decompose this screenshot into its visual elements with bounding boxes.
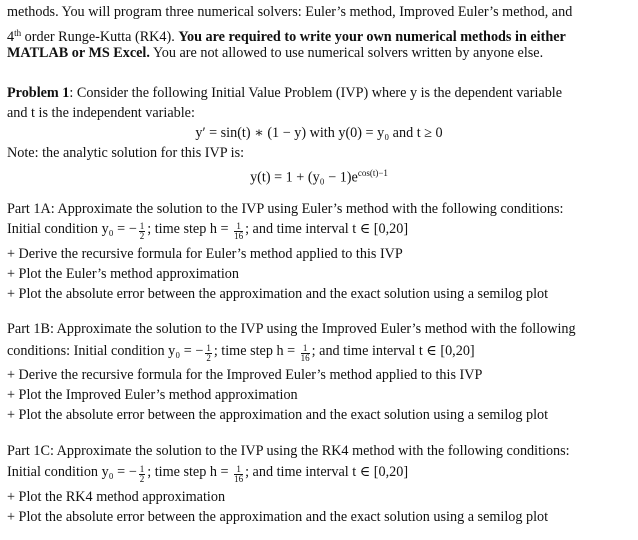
frac-denominator: 2: [139, 474, 145, 484]
part-1a-conditions: [7, 220, 408, 241]
part-1c-heading: Part 1C: Approximate the solution to the IVP using the RK4 method with the following conditions:: [7, 443, 570, 459]
ivp-equation: y′ = sin(t) ∗ (1 − y) with y(0) = y₀ and t ≥ 0: [195, 125, 443, 141]
solution-exponent: cos(t)−1: [357, 168, 388, 178]
frac-denominator: 2: [139, 231, 145, 241]
problem-1-text: : Consider the following Initial Value Problem (IVP) where y is the dependent variable: [69, 85, 563, 101]
part-1c-y0-fraction: [139, 465, 146, 484]
part-1b-y0-fraction: [205, 344, 212, 363]
intro-tools-bold: MATLAB or MS Excel.: [7, 45, 150, 61]
frac-numerator: 1: [234, 222, 243, 232]
part-1a-h-fraction: [234, 222, 243, 241]
intro-requirement-bold: You are required to write your own numerical methods in either: [178, 29, 566, 45]
part-1a-cond-b: ; time step h =: [147, 221, 233, 237]
part-1c-conditions: [7, 463, 408, 484]
frac-denominator: 2: [206, 353, 211, 363]
part-1b-conditions: [7, 342, 475, 363]
part-1b-bullet-2: + Plot the Improved Euler’s method approximation: [7, 387, 298, 403]
part-1c-cond-b: ; time step h =: [147, 464, 233, 480]
intro-line-1: methods. You will program three numerical solvers: Euler’s method, Improved Euler’s method, and: [7, 4, 573, 20]
problem-1-line-1: [7, 84, 562, 102]
part-1b-heading: Part 1B: Approximate the solution to the IVP using the Improved Euler’s method with the following: [7, 321, 576, 337]
part-1b-cond-b: ; time step h =: [213, 343, 299, 359]
part-1a-bullet-1: + Derive the recursive formula for Euler’s method applied to this IVP: [7, 246, 403, 262]
frac-numerator: 1: [301, 344, 310, 354]
part-1a-cond-a: Initial condition y₀ = −: [7, 221, 137, 237]
part-1a-bullet-3: + Plot the absolute error between the approximation and the exact solution using a semilog plot: [7, 286, 549, 302]
solution-base: y(t) = 1 + (y₀ − 1)e: [250, 169, 358, 186]
part-1a-heading: Part 1A: Approximate the solution to the IVP using Euler’s method with the following conditions:: [7, 201, 564, 217]
part-1a-y0-fraction: [139, 222, 146, 241]
part-1c-cond-c: ; and time interval t ∈ [0,20]: [245, 464, 409, 480]
part-1b-bullet-1: + Derive the recursive formula for the Improved Euler’s method applied to this IVP: [7, 367, 483, 383]
part-1c-bullet-2: + Plot the absolute error between the approximation and the exact solution using a semilog plot: [7, 509, 549, 525]
frac-numerator: 1: [234, 465, 243, 475]
part-1b-cond-a: conditions: Initial condition y₀ = −: [7, 343, 204, 359]
intro-line-2-number: 4: [7, 29, 15, 45]
part-1b-h-fraction: [301, 344, 310, 363]
part-1c-bullet-1: + Plot the RK4 method approximation: [7, 489, 226, 505]
problem-1-line-2: and t is the independent variable:: [7, 105, 195, 121]
part-1a-bullet-2: + Plot the Euler’s method approximation: [7, 266, 239, 282]
frac-denominator: 16: [300, 353, 310, 363]
frac-numerator: 1: [206, 343, 211, 353]
intro-line-3: [7, 44, 543, 62]
intro-line-2-text: order Runge-Kutta (RK4).: [21, 29, 179, 45]
part-1c-cond-a: Initial condition y₀ = −: [7, 464, 137, 480]
part-1c-h-fraction: [234, 465, 243, 484]
analytic-note: Note: the analytic solution for this IVP is:: [7, 145, 245, 161]
problem-1-label: Problem 1: [7, 85, 70, 101]
intro-line-2-ordinal: th: [14, 28, 22, 38]
part-1b-bullet-3: + Plot the absolute error between the approximation and the exact solution using a semilog plot: [7, 407, 549, 423]
part-1a-cond-c: ; and time interval t ∈ [0,20]: [245, 221, 409, 237]
intro-line-2: [7, 24, 566, 46]
analytic-solution: [0, 164, 638, 187]
frac-numerator: 1: [139, 464, 145, 474]
frac-denominator: 16: [234, 231, 244, 241]
frac-numerator: 1: [139, 221, 145, 231]
intro-line-3-text: You are not allowed to use numerical solvers written by anyone else.: [149, 45, 544, 61]
frac-denominator: 16: [234, 474, 244, 484]
part-1b-cond-c: ; and time interval t ∈ [0,20]: [311, 343, 475, 359]
